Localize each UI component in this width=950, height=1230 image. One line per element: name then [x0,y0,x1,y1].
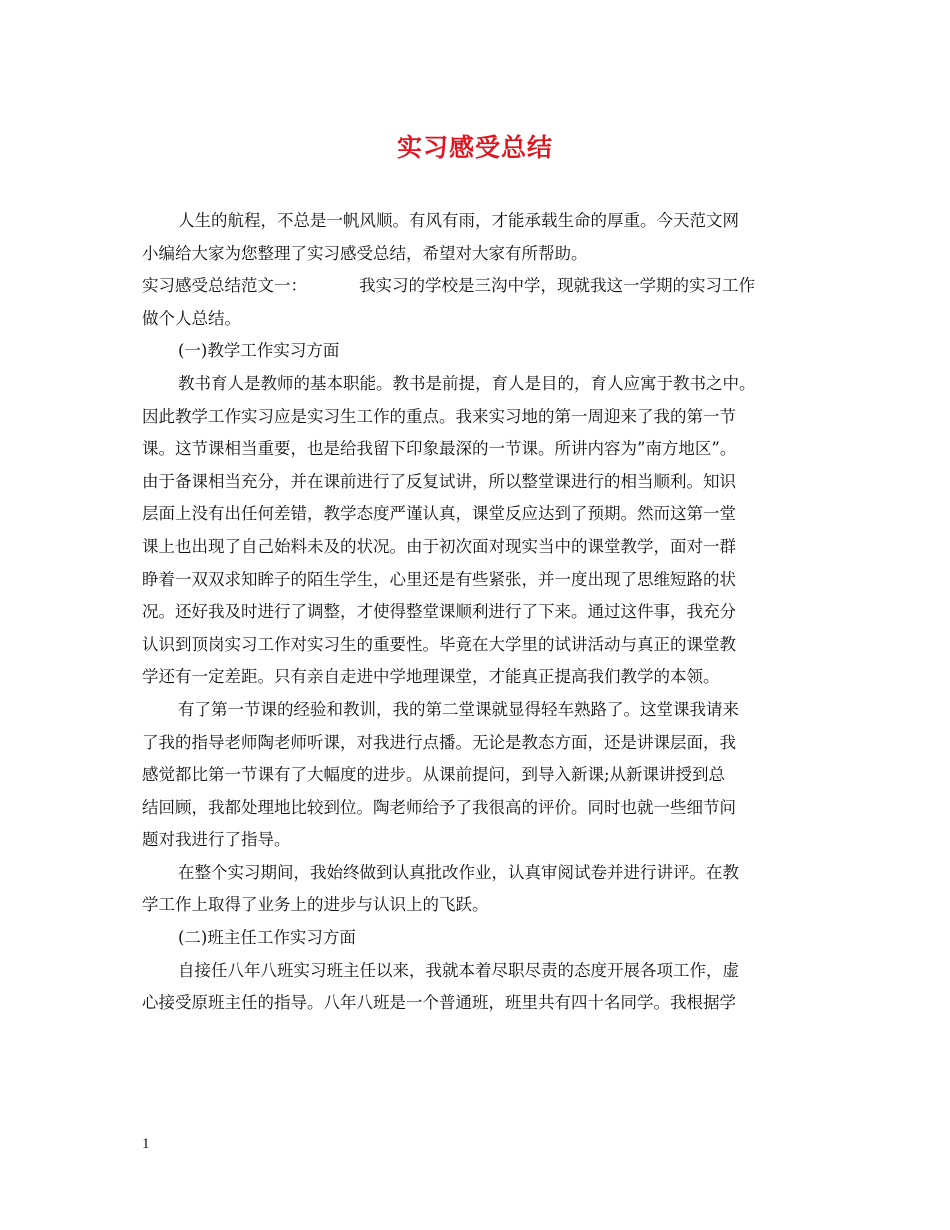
document-body [142,205,812,1020]
paragraph-line: 况。还好我及时进行了调整，才使得整堂课顺利进行了下来。通过这件事，我充分 [142,602,736,622]
paragraph-line: 认识到顶岗实习工作对实习生的重要性。毕竟在大学里的试讲活动与真正的课堂教 [142,634,736,654]
sample-text: 我实习的学校是三沟中学，现就我这一学期的实习工作 [359,276,755,296]
paragraph-line: 教书育人是教师的基本职能。教书是前提，育人是目的，育人应寓于教书之中。 [178,373,756,393]
paragraph-line: 课。这节课相当重要，也是给我留下印象最深的一节课。所讲内容为”南方地区”。 [142,439,737,459]
paragraph-line: 因此教学工作实习应是实习生工作的重点。我来实习地的第一周迎来了我的第一节 [142,406,736,426]
paragraph-line: 层面上没有出任何差错，教学态度严谨认真，课堂反应达到了预期。然而这第一堂 [142,504,736,524]
paragraph-line: 做个人总结。 [142,308,241,328]
sample-heading-line [142,270,812,303]
paragraph-line: 学还有一定差距。只有亲自走进中学地理课堂，才能真正提高我们教学的本领。 [142,667,720,687]
paragraph-line: 在整个实习期间，我始终做到认真批改作业，认真审阅试卷并进行讲评。在教 [178,862,739,882]
paragraph-line: 有了第一节课的经验和教训，我的第二堂课就显得轻车熟路了。这堂课我请来 [178,699,739,719]
paragraph-line: 自接任八年八班实习班主任以来，我就本着尽职尽责的态度开展各项工作，虚 [178,960,739,980]
paragraph-line: 小编给大家为您整理了实习感受总结，希望对大家有所帮助。 [142,243,588,263]
document-title: 实习感受总结 [396,133,553,162]
paragraph-line: 心接受原班主任的指导。八年八班是一个普通班，班里共有四十名同学。我根据学 [142,993,736,1013]
page-number: 1 [142,1136,150,1152]
paragraph-line: 题对我进行了指导。 [142,830,291,850]
paragraph-line: 课上也出现了自己始料未及的状况。由于初次面对现实当中的课堂教学，面对一群 [142,536,736,556]
paragraph-line: 人生的航程，不总是一帆风顺。有风有雨，才能承载生命的厚重。今天范文网 [178,211,739,230]
paragraph-line: 了我的指导老师陶老师听课，对我进行点播。无论是教态方面，还是讲课层面，我 [142,732,736,752]
sample-label: 实习感受总结范文一： [142,276,307,296]
section-heading: (二)班主任工作实习方面 [178,928,356,948]
section-heading: (一)教学工作实习方面 [178,341,340,361]
paragraph-line: 睁着一双双求知眸子的陌生学生，心里还是有些紧张，并一度出现了思维短路的状 [142,569,736,589]
paragraph-line: 结回顾，我都处理地比较到位。陶老师给予了我很高的评价。同时也就一些细节问 [142,797,736,817]
paragraph-line: 由于备课相当充分，并在课前进行了反复试讲，所以整堂课进行的相当顺利。知识 [142,471,736,491]
paragraph-line: 感觉都比第一节课有了大幅度的进步。从课前提问，到导入新课;从新课讲授到总 [142,765,726,785]
paragraph-line: 学工作上取得了业务上的进步与认识上的飞跃。 [142,895,489,915]
